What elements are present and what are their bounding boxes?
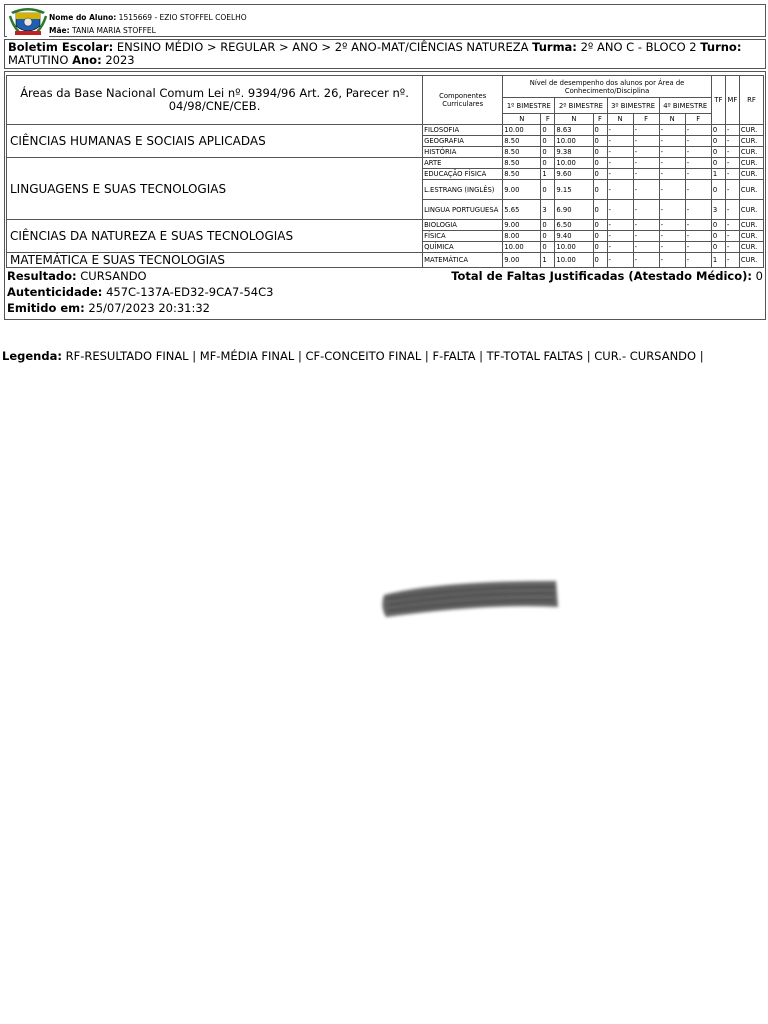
emitido-line [6,300,764,318]
grade-cell-f1: 0 [541,180,555,200]
grade-cell-n1: 8.50 [503,169,541,180]
resultado-value: CURSANDO [80,269,147,283]
component-name: FILOSOFIA [423,125,503,136]
grade-cell-n2: 10.00 [555,136,593,147]
component-name: FÍSICA [423,231,503,242]
boletim-label: Boletim Escolar: [8,40,114,54]
grade-cell-rf: CUR. [739,158,763,169]
grade-cell-f3: - [633,147,659,158]
component-name: MATEMÁTICA [423,253,503,268]
grade-cell-tf: 0 [711,231,725,242]
grade-cell-n2: 10.00 [555,242,593,253]
grade-cell-n4: - [659,200,685,220]
grade-cell-f4: - [685,180,711,200]
bimestre-1-header: 1º BIMESTRE [503,98,555,114]
grade-cell-n4: - [659,147,685,158]
component-name: QUÍMICA [423,242,503,253]
grade-cell-f4: - [685,242,711,253]
grade-cell-f2: 0 [593,220,607,231]
grade-cell-f4: - [685,158,711,169]
grade-cell-n1: 8.50 [503,136,541,147]
grade-cell-f4: - [685,147,711,158]
grades-table [6,75,764,268]
grade-cell-n2: 8.63 [555,125,593,136]
grade-cell-f2: 0 [593,253,607,268]
grade-cell-n3: - [607,158,633,169]
grade-cell-n1: 9.00 [503,253,541,268]
grade-cell-n4: - [659,125,685,136]
grade-cell-mf: - [725,253,739,268]
grade-cell-n1: 8.50 [503,158,541,169]
legend-label: Legenda: [2,349,62,363]
f-header: F [685,114,711,125]
grade-cell-tf: 0 [711,125,725,136]
bimestre-4-header: 4º BIMESTRE [659,98,711,114]
grade-cell-f1: 0 [541,220,555,231]
area-name: CIÊNCIAS DA NATUREZA E SUAS TECNOLOGIAS [7,220,423,253]
grade-cell-n3: - [607,147,633,158]
component-name: HISTÓRIA [423,147,503,158]
grade-cell-tf: 1 [711,253,725,268]
grade-cell-f3: - [633,125,659,136]
grade-cell-rf: CUR. [739,200,763,220]
grade-cell-f4: - [685,125,711,136]
report-card [4,4,766,320]
bimestre-2-header: 2º BIMESTRE [555,98,607,114]
grade-cell-f2: 0 [593,242,607,253]
grade-cell-f2: 0 [593,200,607,220]
nivel-header: Nível de desempenho dos alunos por Área de Conhecimento/Disciplina [503,76,712,98]
rf-header: RF [739,76,763,125]
grade-cell-n4: - [659,180,685,200]
bimestre-3-header: 3º BIMESTRE [607,98,659,114]
f-header: F [633,114,659,125]
grade-cell-n2: 9.15 [555,180,593,200]
emitido-value: 25/07/2023 20:31:32 [88,301,210,315]
grade-cell-n3: - [607,242,633,253]
student-name-line [49,13,247,22]
autenticidade-line [6,284,764,300]
component-name: L.ESTRANG (INGLÊS) [423,180,503,200]
component-name: EDUCAÇÃO FÍSICA [423,169,503,180]
grade-cell-f2: 0 [593,169,607,180]
grade-cell-f2: 0 [593,136,607,147]
boletim-info [4,39,766,69]
grade-cell-mf: - [725,220,739,231]
areas-header: Áreas da Base Nacional Comum Lei nº. 9394/96 Art. 26, Parecer nº. 04/98/CNE/CEB. [7,76,423,125]
area-name: CIÊNCIAS HUMANAS E SOCIAIS APLICADAS [7,125,423,158]
grade-cell-f2: 0 [593,158,607,169]
grade-cell-mf: - [725,147,739,158]
grade-cell-n4: - [659,220,685,231]
component-name: BIOLOGIA [423,220,503,231]
grade-cell-rf: CUR. [739,147,763,158]
grade-cell-f1: 0 [541,136,555,147]
grade-cell-tf: 0 [711,180,725,200]
grade-cell-f3: - [633,253,659,268]
grade-cell-f1: 1 [541,253,555,268]
legend-text: RF-RESULTADO FINAL | MF-MÉDIA FINAL | CF-CONCEITO FINAL | F-FALTA | TF-TOTAL FALTAS | CUR.- CURSANDO | [65,349,704,363]
tf-header: TF [711,76,725,125]
grade-cell-n2: 10.00 [555,158,593,169]
grade-cell-f3: - [633,136,659,147]
grade-cell-n2: 6.90 [555,200,593,220]
grade-cell-f1: 0 [541,231,555,242]
table-row [7,253,764,268]
grade-cell-n3: - [607,125,633,136]
state-coat-of-arms-icon [7,6,49,37]
grade-cell-f1: 1 [541,169,555,180]
component-name: ARTE [423,158,503,169]
grade-cell-tf: 1 [711,169,725,180]
autenticidade-label: Autenticidade: [7,285,103,299]
grade-cell-n1: 10.00 [503,125,541,136]
turno-label: Turno: [700,40,742,54]
grade-cell-tf: 0 [711,220,725,231]
result-line [6,268,764,284]
student-header [4,4,766,37]
handwritten-signature-mark [378,573,562,623]
grade-cell-n4: - [659,242,685,253]
grade-cell-n4: - [659,253,685,268]
grade-cell-n2: 9.40 [555,231,593,242]
grade-cell-mf: - [725,242,739,253]
faltas-value: 0 [755,269,763,283]
grade-cell-f3: - [633,180,659,200]
grade-cell-f1: 3 [541,200,555,220]
component-name: GEOGRAFIA [423,136,503,147]
mother-name-line [49,26,156,35]
faltas-justificadas [451,268,763,284]
grade-cell-rf: CUR. [739,253,763,268]
grade-cell-mf: - [725,169,739,180]
legend [2,349,742,363]
grade-cell-n3: - [607,231,633,242]
grade-cell-rf: CUR. [739,169,763,180]
grade-cell-n3: - [607,169,633,180]
turma-label: Turma: [532,40,577,54]
table-row [7,220,764,231]
grade-cell-tf: 0 [711,136,725,147]
grade-cell-tf: 0 [711,158,725,169]
student-value: 1515669 - EZIO STOFFEL COELHO [118,13,247,22]
emitido-label: Emitido em: [7,301,85,315]
grade-cell-f1: 0 [541,158,555,169]
grade-cell-f4: - [685,253,711,268]
faltas-label: Total de Faltas Justificadas (Atestado Médico): [451,269,753,283]
grade-cell-f2: 0 [593,147,607,158]
grade-cell-f1: 0 [541,242,555,253]
grade-cell-tf: 0 [711,242,725,253]
grade-cell-n1: 9.00 [503,180,541,200]
grade-cell-n1: 10.00 [503,242,541,253]
grade-cell-rf: CUR. [739,136,763,147]
grade-cell-rf: CUR. [739,180,763,200]
grade-cell-tf: 0 [711,147,725,158]
grade-cell-f2: 0 [593,125,607,136]
grade-cell-n2: 10.00 [555,253,593,268]
grade-cell-f4: - [685,231,711,242]
grade-cell-n2: 6.50 [555,220,593,231]
area-name: LINGUAGENS E SUAS TECNOLOGIAS [7,158,423,220]
component-name: LINGUA PORTUGUESA [423,200,503,220]
componentes-header: Componentes Curriculares [423,76,503,125]
grade-cell-rf: CUR. [739,220,763,231]
grade-cell-n3: - [607,136,633,147]
grade-cell-f4: - [685,136,711,147]
f-header: F [541,114,555,125]
grade-cell-n3: - [607,220,633,231]
grade-cell-n3: - [607,180,633,200]
grade-cell-f2: 0 [593,180,607,200]
grade-cell-f4: - [685,169,711,180]
n-header: N [607,114,633,125]
grade-cell-f1: 0 [541,147,555,158]
grade-cell-rf: CUR. [739,231,763,242]
grade-cell-mf: - [725,180,739,200]
grade-cell-mf: - [725,158,739,169]
ano-label: Ano: [72,53,102,67]
f-header: F [593,114,607,125]
n-header: N [659,114,685,125]
grade-cell-n4: - [659,169,685,180]
area-name: MATEMÁTICA E SUAS TECNOLOGIAS [7,253,423,268]
grade-cell-f3: - [633,158,659,169]
grade-cell-n3: - [607,253,633,268]
grade-cell-n4: - [659,158,685,169]
grade-cell-mf: - [725,125,739,136]
grade-cell-n1: 8.00 [503,231,541,242]
grade-cell-n1: 8.50 [503,147,541,158]
resultado-label: Resultado: [7,269,77,283]
n-header: N [503,114,541,125]
grade-cell-tf: 3 [711,200,725,220]
grade-cell-f4: - [685,200,711,220]
grade-cell-n4: - [659,136,685,147]
grade-cell-f3: - [633,169,659,180]
grade-cell-f1: 0 [541,125,555,136]
table-row [7,158,764,169]
mother-value: TANIA MARIA STOFFEL [72,26,156,35]
grade-cell-rf: CUR. [739,125,763,136]
grade-cell-f4: - [685,220,711,231]
grade-cell-mf: - [725,136,739,147]
turno-value: MATUTINO [8,53,69,67]
mf-header: MF [725,76,739,125]
grade-cell-n2: 9.60 [555,169,593,180]
grade-cell-n4: - [659,231,685,242]
boletim-value: ENSINO MÉDIO > REGULAR > ANO > 2º ANO-MAT/CIÊNCIAS NATUREZA [116,40,529,54]
grade-cell-rf: CUR. [739,242,763,253]
grade-cell-n1: 9.00 [503,220,541,231]
autenticidade-value: 457C-137A-ED32-9CA7-54C3 [106,285,274,299]
grade-cell-mf: - [725,200,739,220]
grade-cell-f3: - [633,200,659,220]
grade-cell-mf: - [725,231,739,242]
student-label: Nome do Aluno: [49,13,117,22]
grade-cell-n2: 9.38 [555,147,593,158]
grade-cell-f3: - [633,220,659,231]
n-header: N [555,114,593,125]
grade-cell-f3: - [633,242,659,253]
grades-container [4,71,766,320]
grade-cell-n3: - [607,200,633,220]
turma-value: 2º ANO C - BLOCO 2 [580,40,697,54]
grade-cell-f3: - [633,231,659,242]
grade-cell-f2: 0 [593,231,607,242]
grade-cell-n1: 5.65 [503,200,541,220]
ano-value: 2023 [105,53,135,67]
table-row [7,125,764,136]
resultado [7,268,147,284]
mother-label: Mãe: [49,26,70,35]
